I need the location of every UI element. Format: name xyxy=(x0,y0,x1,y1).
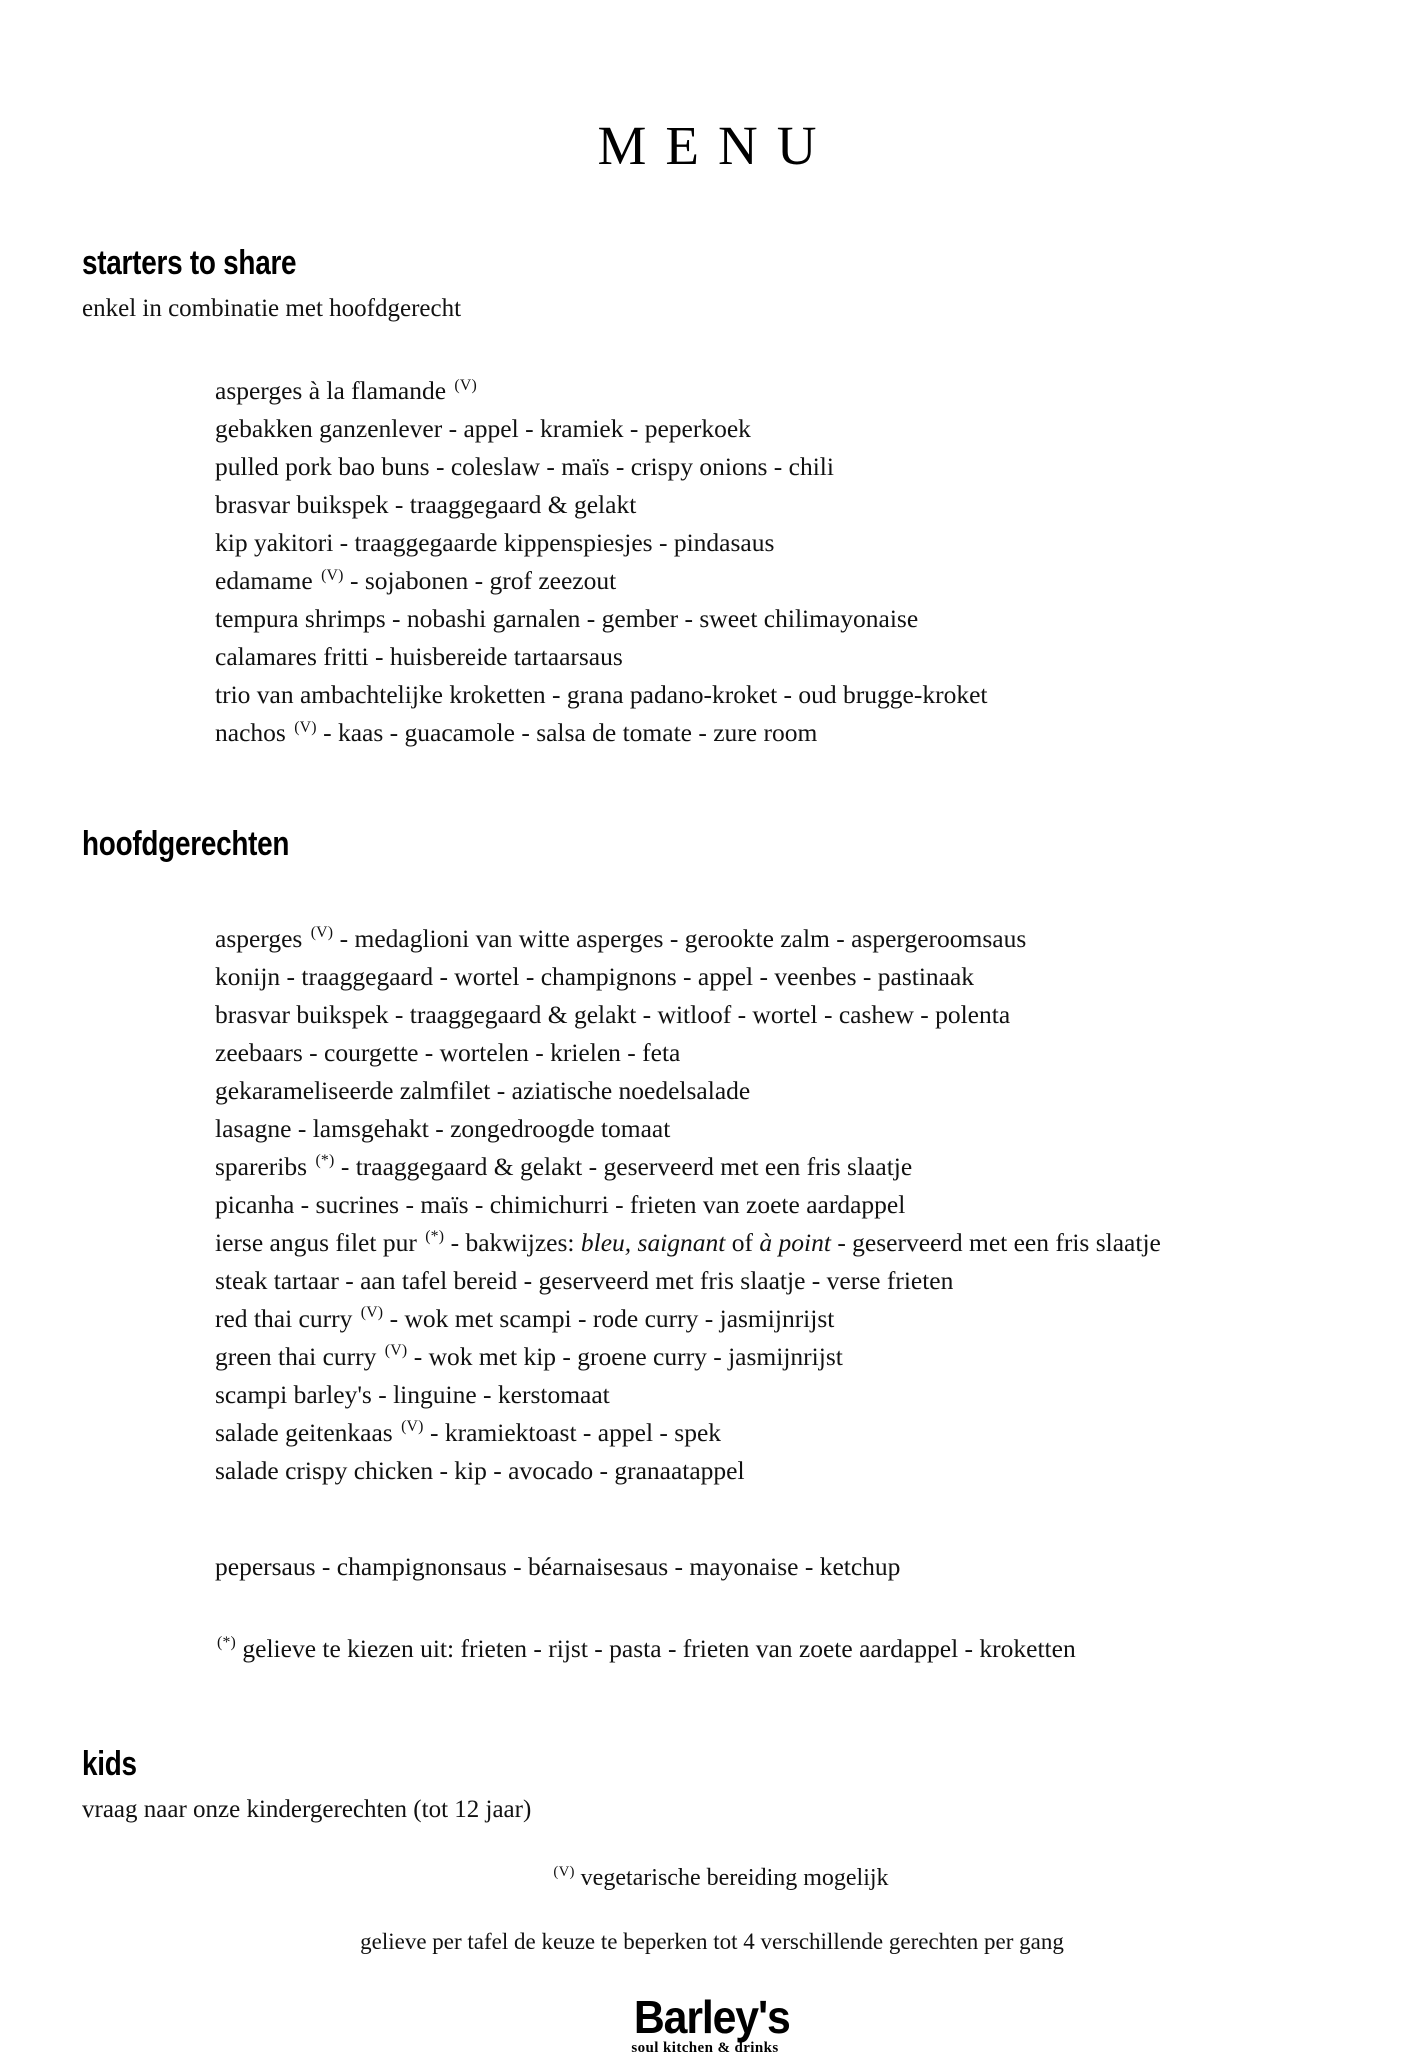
menu-item: spareribs (*) - traaggegaard & gelakt - geserveerd met een fris slaatje xyxy=(215,1151,913,1181)
menu-item: brasvar buikspek - traaggegaard & gelakt xyxy=(215,490,637,520)
menu-item: brasvar buikspek - traaggegaard & gelakt - witloof - wortel - cashew - polenta xyxy=(215,999,1011,1029)
menu-item: trio van ambachtelijke kroketten - grana padano-kroket - oud brugge-kroket xyxy=(215,680,988,710)
logo-tagline: soul kitchen & drinks xyxy=(631,2039,779,2056)
menu-item: konijn - traaggegaard - wortel - champignons - appel - veenbes - pastinaak xyxy=(215,961,975,991)
menu-item: pulled pork bao buns - coleslaw - maïs - crispy onions - chili xyxy=(215,452,834,482)
vegetarian-marker-icon: (V) xyxy=(384,1342,408,1360)
asterisk-marker-icon: (*) xyxy=(425,1228,445,1246)
menu-item: salade geitenkaas $^{(V)}$ - kramiektoast - appel - spek xyxy=(215,1417,722,1447)
menu-item: kip yakitori - traaggegaarde kippenspiesjes - pindasaus xyxy=(215,528,775,558)
mains-footnote xyxy=(215,1630,1332,1668)
menu-item: zeebaars - courgette - wortelen - krielen - feta xyxy=(215,1037,681,1067)
menu-item: scampi barley's - linguine - kerstomaat xyxy=(215,1379,610,1409)
italic-term: bleu, saignant xyxy=(580,1227,726,1257)
menu-item: picanha - sucrines - maïs - chimichurri - frieten van zoete aardappel xyxy=(215,1189,906,1219)
vegetarian-marker-icon: (V) xyxy=(321,566,344,584)
kids-subtitle: vraag naar onze kindergerechten (tot 12 jaar) xyxy=(82,1795,532,1823)
logo-wordmark: Barley's xyxy=(634,1990,790,2043)
menu-item: steak tartaar - aan tafel bereid - geserveerd met fris slaatje - verse frieten xyxy=(215,1265,954,1295)
menu-item: edamame $^{(V)}$ - sojabonen - grof zeezout xyxy=(215,566,617,596)
vegetarian-note-text: vegetarische bereiding mogelijk xyxy=(574,1864,889,1891)
vegetarian-marker-icon: (V) xyxy=(310,924,334,942)
vegetarian-note xyxy=(82,1861,1332,1895)
menu-item: red thai curry $^{(V)}$ - wok met scampi - rode curry - jasmijnrijst xyxy=(215,1303,835,1333)
mains-list xyxy=(215,920,1332,1490)
vegetarian-marker-icon: (V) xyxy=(553,1863,575,1880)
mains-heading: hoofdgerechten xyxy=(82,825,290,864)
menu-item: calamares fritti - huisbereide tartaarsaus xyxy=(215,642,623,672)
vegetarian-marker-icon: (V) xyxy=(401,1418,424,1436)
vegetarian-marker-icon: (V) xyxy=(294,718,317,736)
menu-item: asperges $^{(V)}$ - medaglioni van witte asperges - gerookte zalm - aspergeroomsaus xyxy=(215,923,1027,953)
page-title: MENU xyxy=(597,115,836,176)
asterisk-marker-icon: (*) xyxy=(315,1152,335,1170)
menu-item: nachos $^{(V)}$ - kaas - guacamole - salsa de tomate - zure room xyxy=(215,718,818,748)
menu-item: gebakken ganzenlever - appel - kramiek - peperkoek xyxy=(215,414,751,444)
menu-item: green thai curry $^{(V)}$ - wok met kip - groene curry - jasmijnrijst xyxy=(215,1341,843,1371)
starters-heading: starters to share xyxy=(82,244,297,282)
mains-footnote-text: gelieve te kiezen uit: frieten - rijst - pasta - frieten van zoete aardappel - kroketten xyxy=(236,1633,1076,1663)
kids-section xyxy=(82,1746,1332,1827)
kids-heading: kids xyxy=(82,1744,137,1783)
menu-item: ierse angus filet pur (*) - bakwijzes: bleu, saignant of à point - geserveerd met een fris slaatje xyxy=(215,1227,1161,1257)
asterisk-marker-icon: (*) xyxy=(217,1634,237,1652)
italic-term: à point xyxy=(759,1227,831,1257)
starters-section xyxy=(82,245,1332,752)
sauces-line: pepersaus - champignonsaus - béarnaisesaus - mayonaise - ketchup xyxy=(215,1551,901,1581)
menu-footer xyxy=(82,1861,1332,2056)
table-limit-note: gelieve per tafel de keuze te beperken tot 4 verschillende gerechten per gang xyxy=(360,1928,1064,1954)
barleys-logo xyxy=(82,1990,1332,2056)
vegetarian-marker-icon: (V) xyxy=(454,376,477,394)
mains-section xyxy=(82,826,1332,1667)
starters-list xyxy=(215,372,1332,752)
starters-subtitle: enkel in combinatie met hoofdgerecht xyxy=(82,295,462,323)
menu-item: gekarameliseerde zalmfilet - aziatische noedelsalade xyxy=(215,1075,751,1105)
menu-item: salade crispy chicken - kip - avocado - granaatappel xyxy=(215,1455,745,1485)
vegetarian-marker-icon: (V) xyxy=(360,1304,384,1322)
menu-item: asperges à la flamande $^{(V)}$ xyxy=(215,376,477,406)
menu-item: tempura shrimps - nobashi garnalen - gember - sweet chilimayonaise xyxy=(215,604,919,634)
menu-item: lasagne - lamsgehakt - zongedroogde tomaat xyxy=(215,1113,671,1143)
